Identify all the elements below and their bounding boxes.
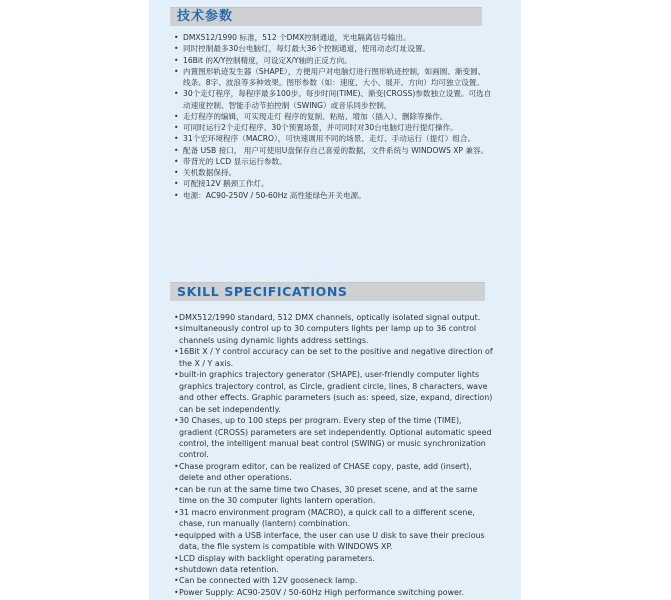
zh-spec-item: • 走灯程序的编辑，可实现走灯 程序的复制、粘贴、增加（插入）、删除等操作。 bbox=[174, 111, 492, 122]
zh-spec-item: • 30个走灯程序，每程序最多100步。每步时间(TIME)、渐变(CROSS)参数独立设置。可选自动速度控制、智能手动节拍控制（SWING）或音乐同步控制。 bbox=[174, 88, 492, 111]
zh-spec-item: • 可同时运行2个走灯程序、30个预置场景，并可同时对30台电脑灯进行提灯操作。 bbox=[174, 122, 492, 133]
zh-spec-item: • 16Bit 的X/Y控制精度，可设定X/Y轴的正反方向。 bbox=[174, 55, 492, 66]
en-spec-item: • 16Bit X / Y control accuracy can be set to the positive and negative direction of the X / Y axis. bbox=[174, 346, 494, 369]
zh-section-title: 技术参数 bbox=[177, 9, 234, 24]
en-spec-item: • Chase program editor, can be realized of CHASE copy, paste, add (insert), delete and other operations. bbox=[174, 461, 494, 484]
zh-spec-item: • DMX512/1990 标准，512 个DMX控制通道，光电隔离信号输出。 bbox=[174, 32, 492, 43]
en-section-heading bbox=[170, 282, 485, 301]
en-spec-item: • Power Supply: AC90-250V / 50-60Hz High performance switching power. bbox=[174, 587, 494, 598]
en-spec-item: • shutdown data retention. bbox=[174, 564, 494, 575]
en-spec-item: • DMX512/1990 standard, 512 DMX channels, optically isolated signal output. bbox=[174, 312, 494, 323]
en-spec-item: • 31 macro environment program (MACRO), a quick call to a different scene, chase, run manually (lantern) combination. bbox=[174, 507, 494, 530]
en-spec-item: • built-in graphics trajectory generator (SHAPE), user-friendly computer lights graphics trajectory control, as Circle, gradient circle, lines, 8 characters, wave and other effects. Graphic parameters (such as: speed, size, expand, direction) can be set independently. bbox=[174, 369, 494, 415]
en-spec-item: • Can be connected with 12V gooseneck lamp. bbox=[174, 575, 494, 586]
zh-spec-list bbox=[174, 32, 492, 201]
en-spec-item: • can be run at the same time two Chases, 30 preset scene, and at the same time on the 30 computer lights lantern operation. bbox=[174, 484, 494, 507]
zh-spec-item: • 配备 USB 接口， 用户可使用U盘保存自己喜爱的数据，文件系统与 WINDOWS XP 兼容。 bbox=[174, 145, 492, 156]
zh-spec-item: • 31个宏环境程序（MACRO），可快速调用不同的场景、走灯、手动运行（提灯）组合。 bbox=[174, 133, 492, 144]
en-spec-item: • equipped with a USB interface, the user can use U disk to save their precious data, the file system is compatible with WINDOWS XP. bbox=[174, 530, 494, 553]
en-spec-item: • simultaneously control up to 30 computers lights per lamp up to 36 control channels using dynamic lights address settings. bbox=[174, 323, 494, 346]
zh-spec-item: • 同时控制最多30台电脑灯，每灯最大36个控制通道，使用动态灯址设置。 bbox=[174, 43, 492, 54]
zh-spec-item: • 电源：AC90-250V / 50-60Hz 高性能绿色开关电源。 bbox=[174, 190, 492, 201]
en-spec-item: • 30 Chases, up to 100 steps per program. Every step of the time (TIME), gradient (CROSS) parameters are set independently. Optional automatic speed control, the intelligent manual beat control (SWING) or music synchronization control. bbox=[174, 415, 494, 461]
zh-spec-item: • 内置图形轨迹发生器（SHAPE），方便用户对电脑灯进行图形轨迹控制，如画圆、渐变圆、线条、8字、波浪等多种效果。图形参数（如：速度、大小、展开、方向）均可独立设置。 bbox=[174, 66, 492, 89]
zh-section-heading bbox=[170, 7, 482, 26]
en-spec-list bbox=[174, 312, 494, 598]
zh-spec-item: • 关机数据保持。 bbox=[174, 167, 492, 178]
zh-spec-item: • 可配接12V 鹅颈工作灯。 bbox=[174, 178, 492, 189]
zh-spec-item: • 带背光的 LCD 显示运行参数。 bbox=[174, 156, 492, 167]
en-spec-item: • LCD display with backlight operating parameters. bbox=[174, 553, 494, 564]
en-section-title: SKILL SPECIFICATIONS bbox=[177, 284, 348, 299]
